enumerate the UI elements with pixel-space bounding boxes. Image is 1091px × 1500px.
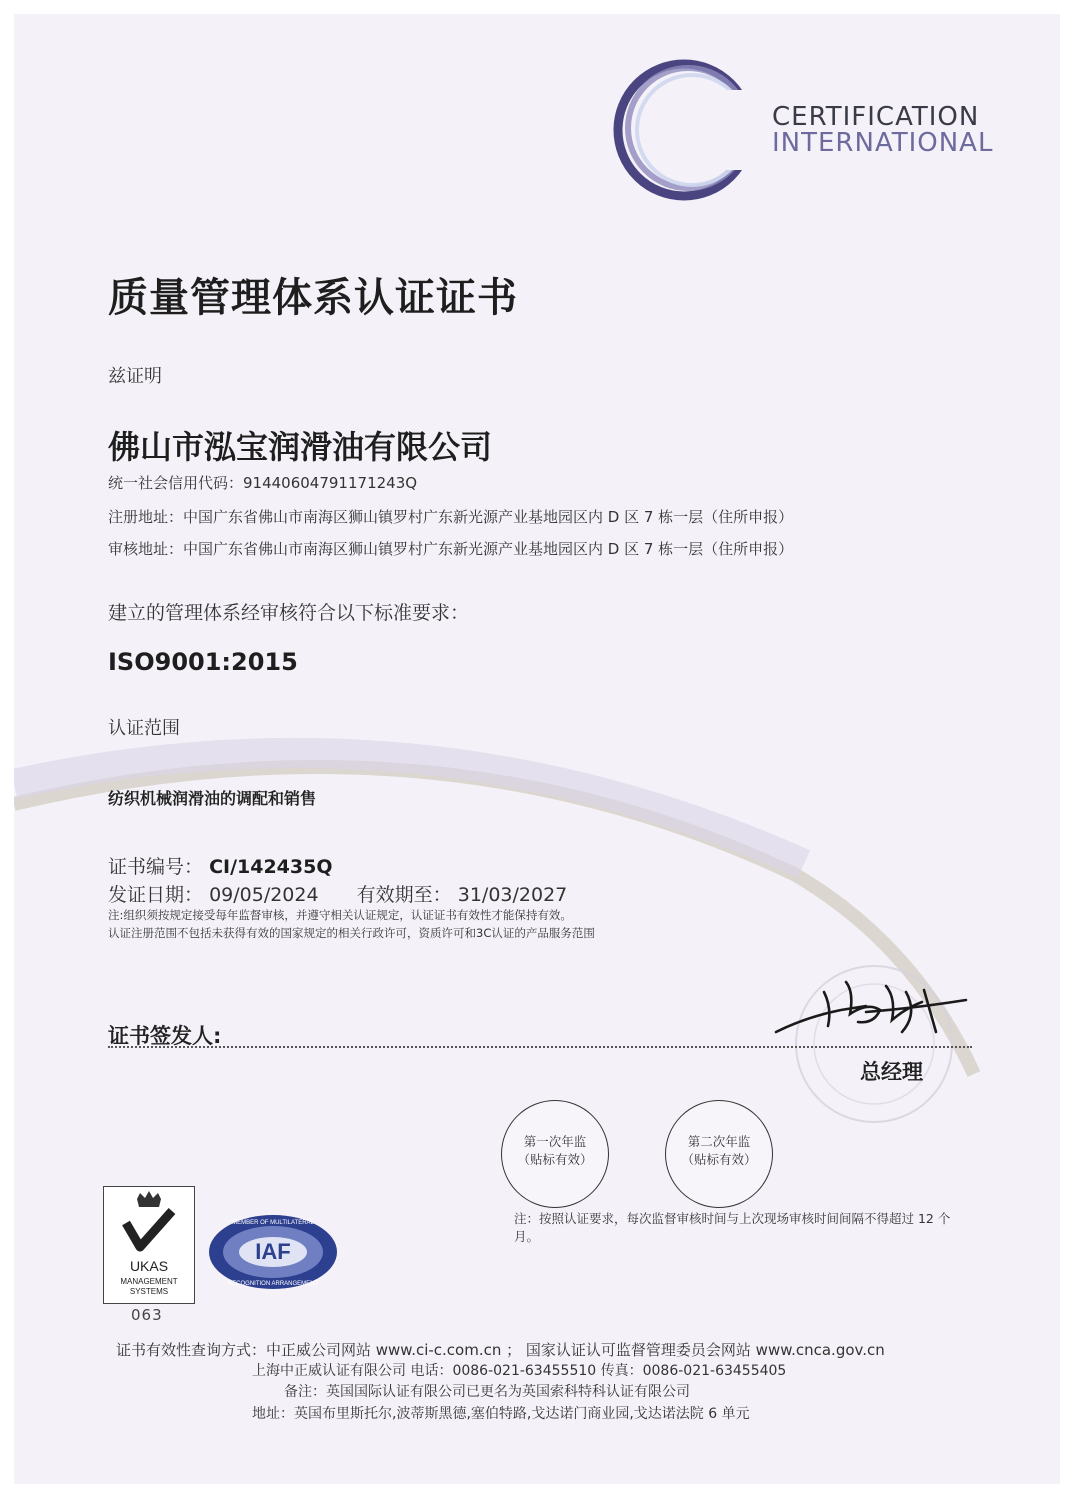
audit-address: 审核地址：中国广东省佛山市南海区狮山镇罗村广东新光源产业基地园区内 D 区 7 栋一层（住所申报） <box>108 540 794 558</box>
signature-icon <box>746 962 976 1052</box>
iaf-ring-top: MEMBER OF MULTILATERAL <box>232 1220 314 1226</box>
ukas-sub1: MANAGEMENT <box>120 1277 178 1286</box>
first-surveillance-circle <box>501 1100 609 1208</box>
footer-remark: 备注：英国国际认证有限公司已更名为英国索科特科认证有限公司 <box>284 1384 690 1400</box>
footer-verification: 证书有效性查询方式：中正威公司网站 www.ci-c.com.cn ； 国家认证认可监督管理委员会网站 www.cnca.gov.cn <box>116 1341 885 1359</box>
registered-address: 注册地址：中国广东省佛山市南海区狮山镇罗村广东新光源产业基地园区内 D 区 7 栋一层（住所申报） <box>108 508 794 526</box>
ukas-name: UKAS <box>129 1258 169 1274</box>
certification-international-logo-icon <box>606 50 766 210</box>
logo-text-certification: CERTIFICATION <box>772 102 980 132</box>
certificate-page <box>14 14 1060 1484</box>
certificate-number-row <box>108 852 333 879</box>
footer-address: 地址：英国布里斯托尔,波蒂斯黑德,塞伯特路,戈达诺门商业园,戈达诺法院 6 单元 <box>252 1406 750 1422</box>
dates-row <box>108 880 567 907</box>
hereby-label: 兹证明 <box>108 366 162 387</box>
second-surveillance-circle <box>665 1100 773 1208</box>
certificate-number: CI/142435Q <box>209 856 333 878</box>
ukas-crown-check-icon <box>104 1187 194 1303</box>
credit-code: 统一社会信用代码：91440604791171243Q <box>108 474 418 492</box>
first-surveillance-line2: （贴标有效） <box>517 1152 593 1167</box>
issuer-label: 证书签发人: <box>108 1024 222 1048</box>
ukas-mark <box>103 1186 195 1304</box>
signatory-title: 总经理 <box>860 1060 923 1084</box>
certificate-title: 质量管理体系认证证书 <box>108 275 518 321</box>
logo-text-international: INTERNATIONAL <box>772 128 994 158</box>
issue-date: 09/05/2024 <box>209 884 319 906</box>
validity-note-2: 认证注册范围不包括未获得有效的国家规定的相关行政许可，资质许可和3C认证的产品服务范围 <box>108 926 595 940</box>
scope-text: 纺织机械润滑油的调配和销售 <box>108 789 317 808</box>
validity-note-1: 注:组织须按规定接受每年监督审核，并遵守相关认证规定，认证证书有效性才能保持有效。 <box>108 908 572 922</box>
second-surveillance-line1: 第二次年监 <box>687 1134 751 1149</box>
standard-code: ISO9001:2015 <box>108 648 298 676</box>
second-surveillance-line2: （贴标有效） <box>681 1152 757 1167</box>
iaf-logo-icon <box>206 1212 340 1292</box>
scope-label: 认证范围 <box>108 718 180 739</box>
expiry-date: 31/03/2027 <box>457 884 568 906</box>
surveillance-note: 注：按照认证要求，每次监督审核时间与上次现场审核时间间隔不得超过 12 个月。 <box>514 1211 951 1244</box>
expiry-date-label: 有效期至： <box>356 884 452 906</box>
company-name: 佛山市泓宝润滑油有限公司 <box>108 428 493 466</box>
iaf-name: IAF <box>255 1239 291 1264</box>
ukas-number: 063 <box>131 1306 163 1324</box>
issue-date-label: 发证日期： <box>108 884 204 906</box>
iaf-ring-bottom: RECOGNITION ARRANGEMENT <box>227 1281 319 1287</box>
standard-intro: 建立的管理体系经审核符合以下标准要求： <box>108 602 470 624</box>
first-surveillance-line1: 第一次年监 <box>523 1134 587 1149</box>
footer-contact: 上海中正威认证有限公司 电话：0086-021-63455510 传真：0086-021-63455405 <box>252 1363 787 1379</box>
certificate-number-label: 证书编号： <box>108 856 204 878</box>
ukas-sub2: SYSTEMS <box>129 1287 169 1296</box>
